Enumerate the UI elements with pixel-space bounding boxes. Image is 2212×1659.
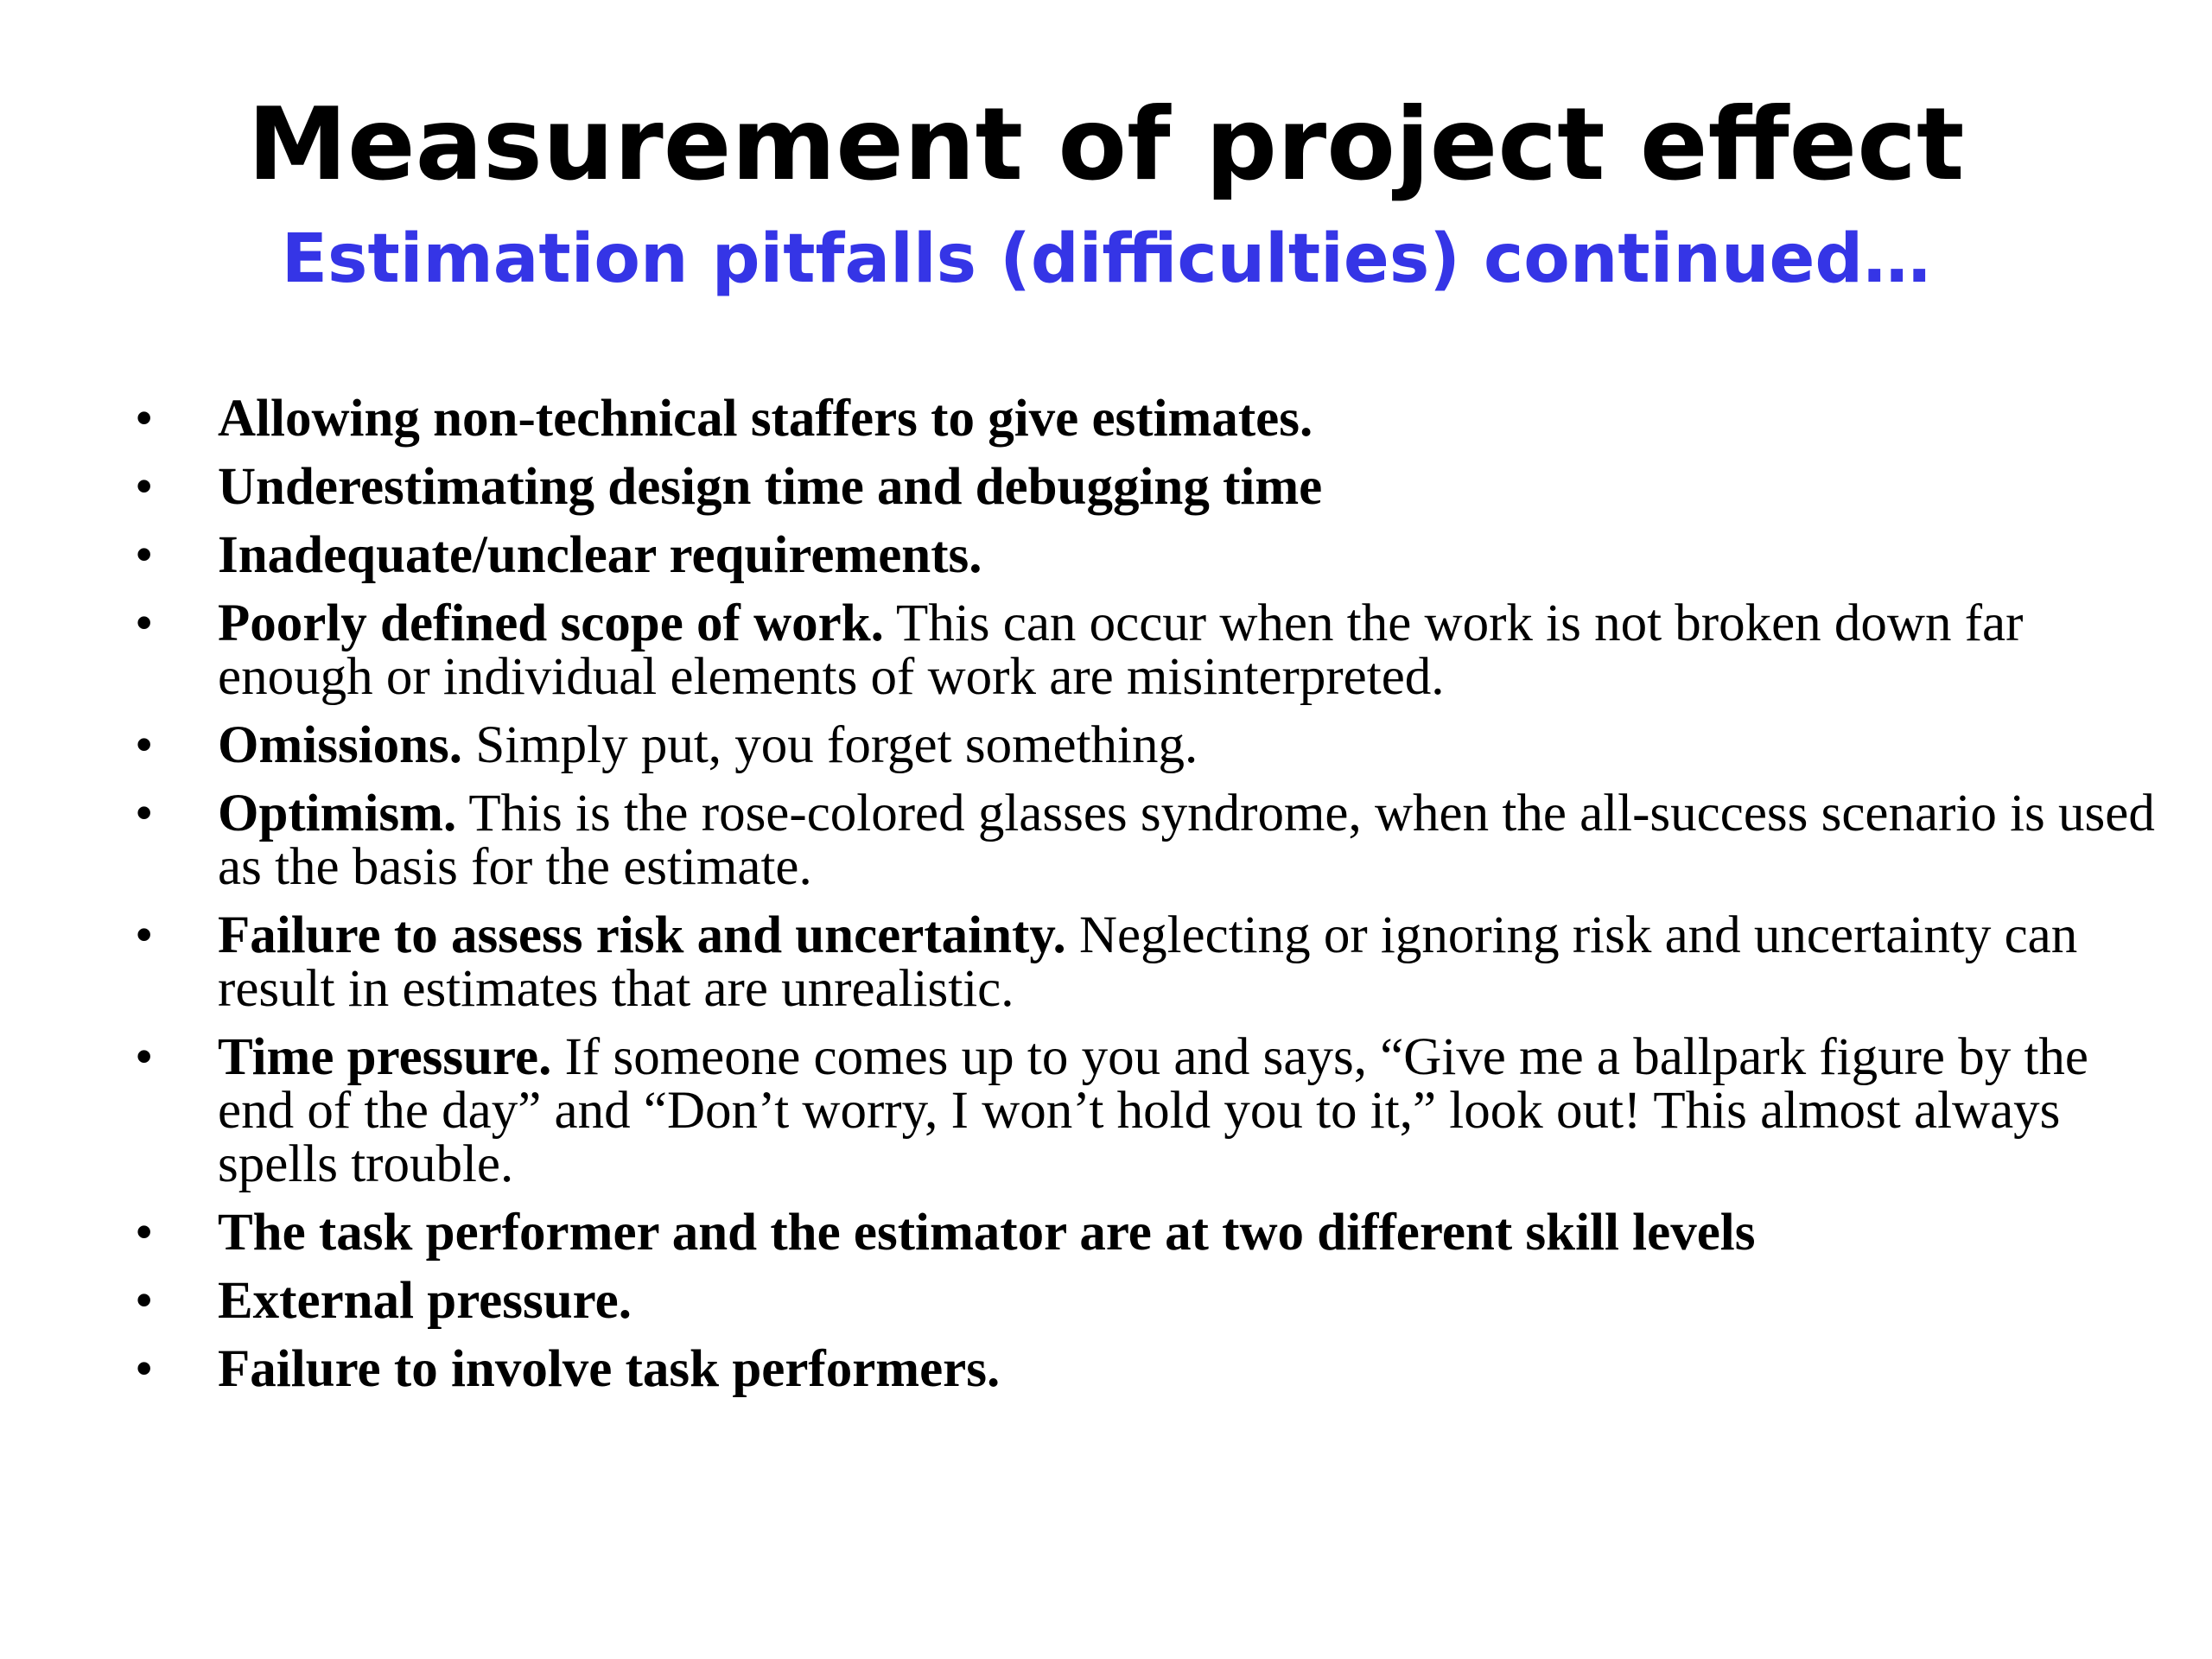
bullet-item — [0, 906, 2212, 1018]
bullet-heading: Inadequate/unclear requirements. — [218, 526, 982, 584]
bullet-item — [0, 716, 2212, 774]
bullet-icon: • — [135, 906, 154, 964]
bullet-icon: • — [135, 1028, 154, 1086]
bullet-icon: • — [135, 390, 154, 448]
bullet-heading: Failure to assess risk and uncertainty. — [218, 906, 1066, 964]
bullet-list — [0, 392, 2212, 1411]
bullet-icon: • — [135, 526, 154, 584]
bullet-text: Neglecting or ignoring risk and uncertainty can result in estimates that are unrealistic. — [218, 906, 2078, 1018]
bullet-item — [0, 392, 2212, 446]
bullet-text: This is the rose-colored glasses syndrome, when the all-success scenario is used as the basis for the estimate. — [218, 785, 2155, 896]
slide-subtitle: Estimation pitfalls (difficulties) continued… — [281, 220, 1931, 298]
bullet-item — [0, 1274, 2212, 1328]
bullet-text: If someone comes up to you and says, “Give me a ballpark figure by the end of the day” and “Don’t worry, I won’t hold you to it,” look out! This almost always spells trouble. — [218, 1028, 2088, 1193]
bullet-icon: • — [135, 1204, 154, 1262]
bullet-heading: Time pressure. — [218, 1028, 552, 1086]
bullet-item — [0, 1028, 2212, 1193]
bullet-heading: Underestimating design time and debugging time — [218, 458, 1323, 516]
bullet-heading: Omissions. — [218, 716, 463, 774]
bullet-icon: • — [135, 785, 154, 842]
bullet-heading: Poorly defined scope of work. — [218, 594, 884, 652]
bullet-item — [0, 787, 2212, 894]
bullet-item — [0, 594, 2212, 706]
bullet-heading: External pressure. — [218, 1272, 632, 1330]
bullet-heading: Optimism. — [218, 785, 457, 842]
bullet-item — [0, 526, 2212, 584]
slide-title: Measurement of project effect — [247, 86, 1965, 203]
bullet-item — [0, 458, 2212, 516]
bullet-item — [0, 1206, 2212, 1260]
bullet-item — [0, 1340, 2212, 1398]
bullet-heading: The task performer and the estimator are at two different skill levels — [218, 1204, 1756, 1262]
bullet-icon: • — [135, 1340, 154, 1398]
bullet-icon: • — [135, 594, 154, 652]
bullet-icon: • — [135, 1272, 154, 1330]
bullet-icon: • — [135, 458, 154, 516]
bullet-heading: Failure to involve task performers. — [218, 1340, 1001, 1398]
bullet-icon: • — [135, 716, 154, 774]
bullet-text: This can occur when the work is not broken down far enough or individual elements of work are misinterpreted. — [218, 594, 2024, 706]
bullet-text: Simply put, you forget something. — [462, 716, 1198, 774]
bullet-heading: Allowing non-technical staffers to give estimates. — [218, 390, 1313, 448]
